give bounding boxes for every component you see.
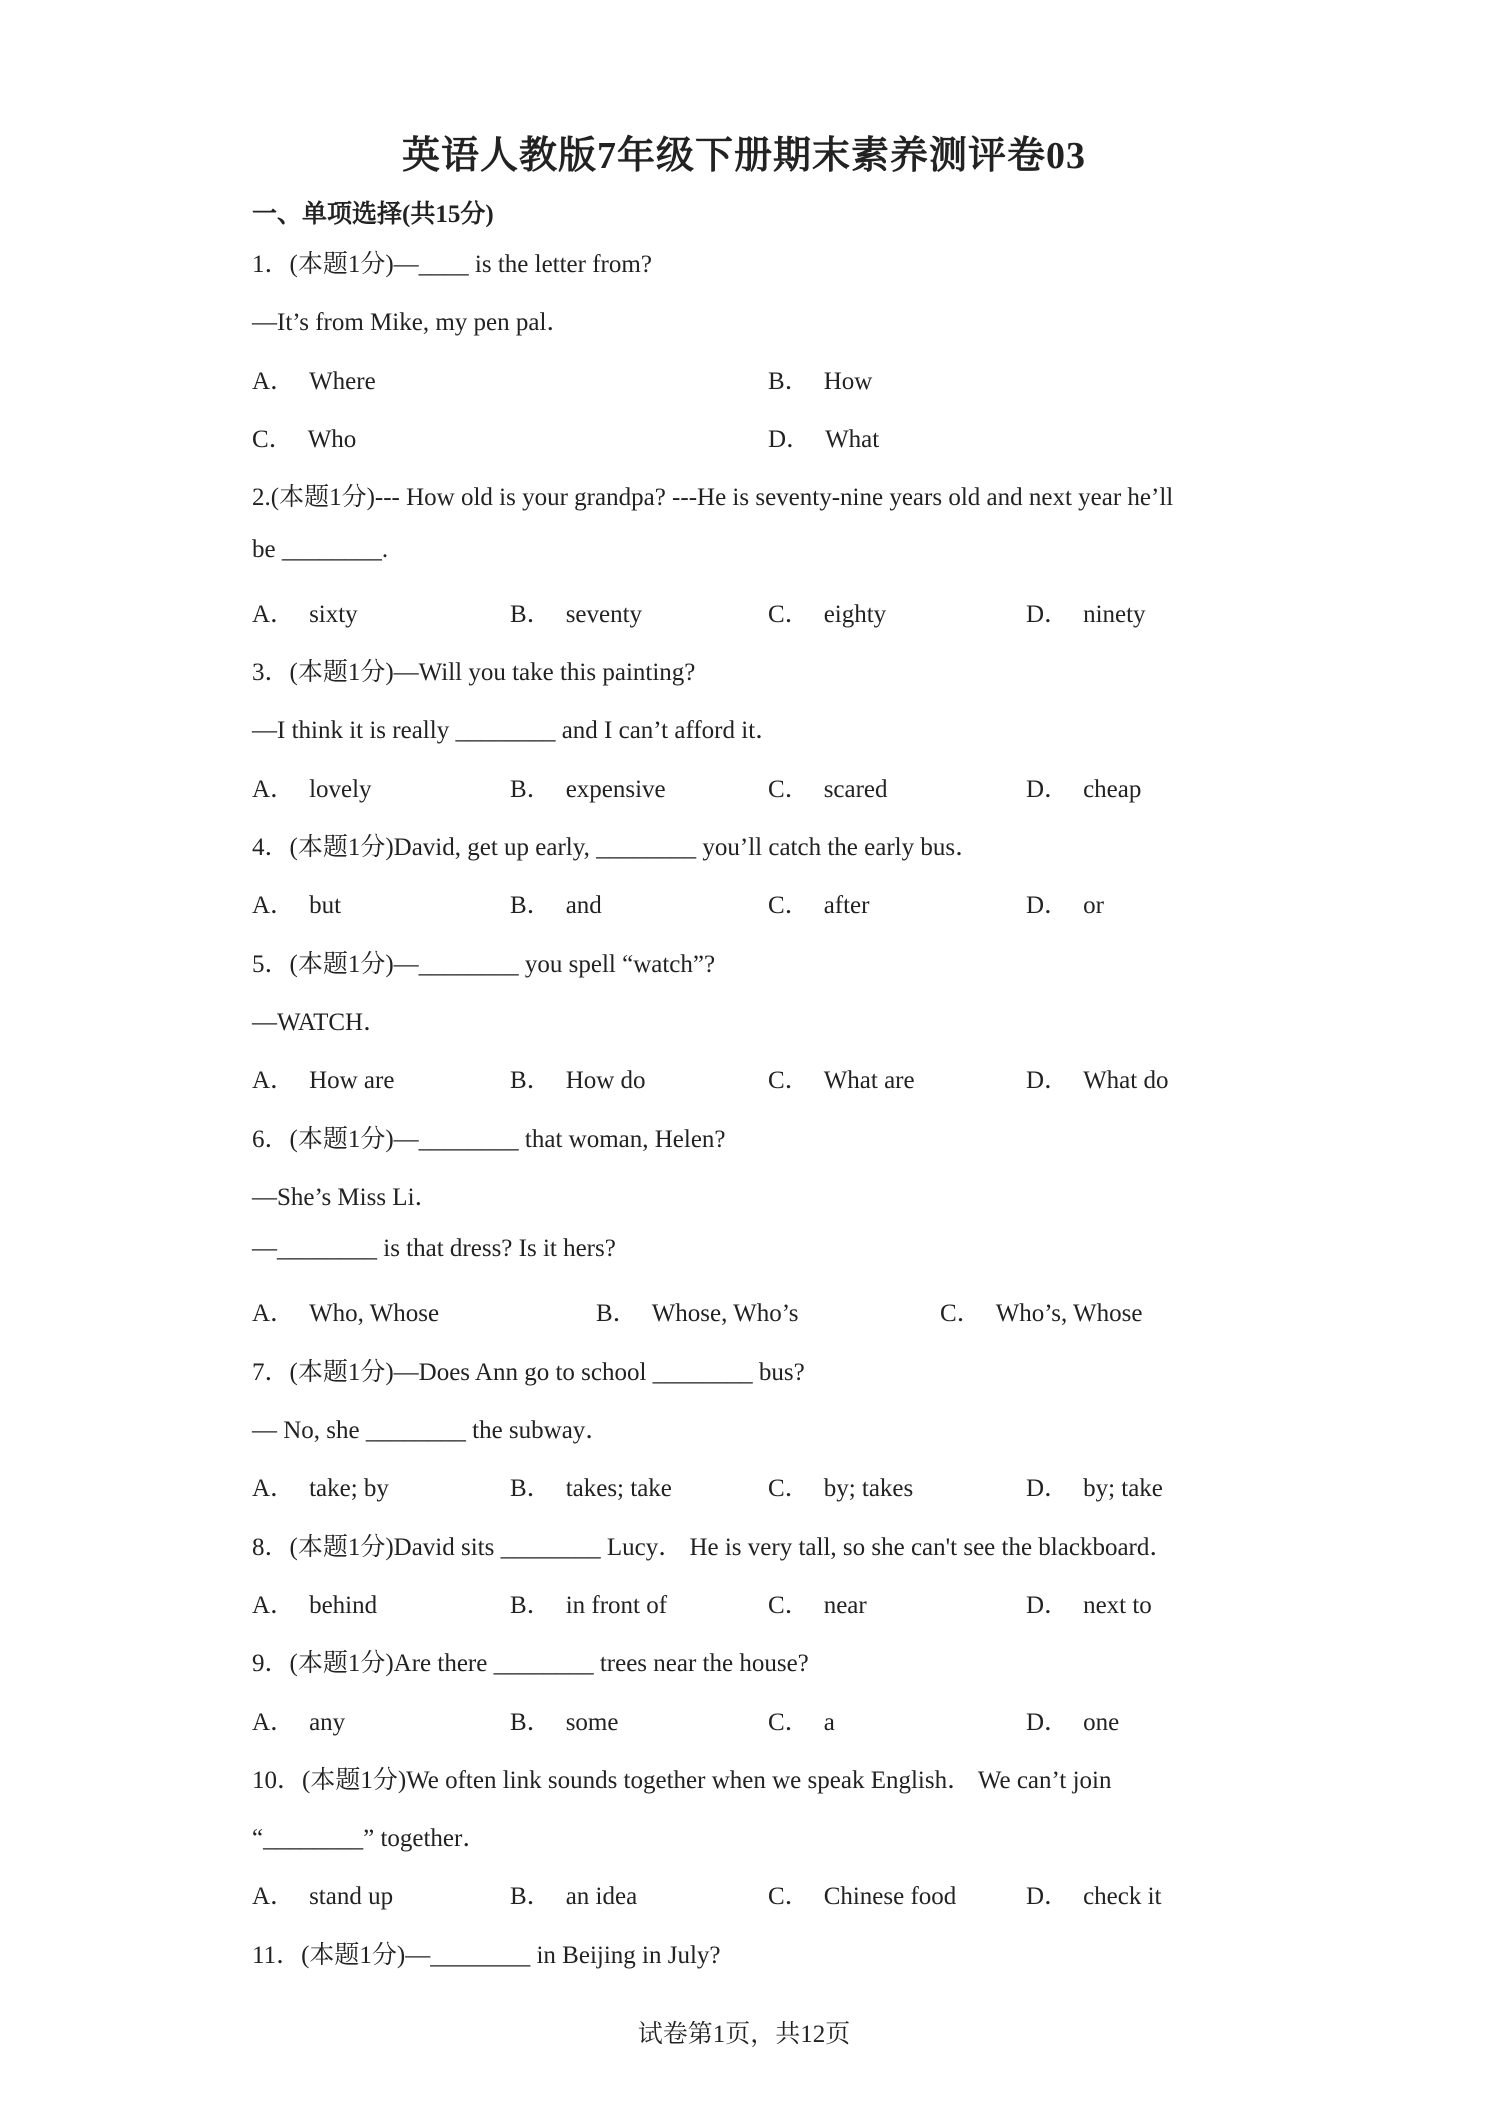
answer-option[interactable] <box>510 1585 667 1621</box>
question-stem: 10．(本题1分)We often link sounds together when we speak English． We can’t join <box>252 1766 1112 1794</box>
option-letter: A． <box>252 775 296 803</box>
option-text: How are <box>309 1067 395 1095</box>
option-text: expensive <box>565 775 666 803</box>
option-text: What <box>825 425 880 453</box>
question-stem: 11．(本题1分)—________ in Beijing in July? <box>252 1941 721 1969</box>
option-text: seventy <box>565 600 643 628</box>
option-text: cheap <box>1083 775 1142 803</box>
option-text: How <box>823 367 873 395</box>
option-text: in front of <box>565 1591 668 1619</box>
question-stem: 4．(本题1分)David, get up early, ________ you’ll catch the early bus． <box>252 834 981 861</box>
section-heading: 一、单项选择(共15分) <box>252 201 494 228</box>
option-letter: A． <box>252 600 296 628</box>
option-text: any <box>309 1708 346 1736</box>
question-stem: 5．(本题1分)—________ you spell “watch”? <box>252 950 716 978</box>
option-letter: A． <box>252 1591 296 1619</box>
option-letter: B． <box>510 892 552 920</box>
question-line: —I think it is really ________ and I can’t afford it． <box>252 717 781 745</box>
option-letter: C． <box>768 775 810 803</box>
option-text: by; take <box>1083 1475 1163 1503</box>
answer-option[interactable] <box>252 1876 393 1912</box>
option-letter: A． <box>252 1883 296 1911</box>
option-letter: D． <box>1026 1883 1070 1911</box>
option-text: near <box>823 1591 867 1619</box>
answer-option[interactable] <box>768 1060 915 1096</box>
option-text: check it <box>1083 1883 1162 1911</box>
answer-option[interactable] <box>510 1876 637 1912</box>
option-text: an idea <box>565 1883 638 1911</box>
answer-option[interactable] <box>768 1585 867 1621</box>
question-line: —It’s from Mike, my pen pal． <box>252 309 572 337</box>
answer-option[interactable] <box>510 1060 646 1096</box>
option-letter: D． <box>1026 600 1070 628</box>
answer-option[interactable] <box>768 594 886 630</box>
answer-option[interactable] <box>768 1876 956 1912</box>
answer-option[interactable] <box>510 1702 618 1738</box>
option-letter: C． <box>768 1591 810 1619</box>
option-text: eighty <box>823 600 887 628</box>
option-letter: D． <box>1026 1067 1070 1095</box>
option-letter: C． <box>768 1883 810 1911</box>
answer-option[interactable] <box>1026 594 1146 630</box>
option-letter: D． <box>1026 1475 1070 1503</box>
option-text: Where <box>309 367 376 395</box>
option-letter: A． <box>252 367 296 395</box>
answer-option[interactable] <box>768 885 869 921</box>
option-text: Who <box>307 425 357 453</box>
option-letter: B． <box>510 1475 552 1503</box>
answer-option[interactable] <box>768 419 879 455</box>
option-letter: D． <box>1026 892 1070 920</box>
option-letter: B． <box>510 1883 552 1911</box>
answer-option[interactable] <box>768 361 872 397</box>
page-footer: 试卷第1页，共12页 <box>637 2021 851 2048</box>
question-stem: 3．(本题1分)—Will you take this painting? <box>252 659 696 687</box>
option-text: take; by <box>309 1475 389 1503</box>
option-text: but <box>309 892 342 920</box>
option-letter: B． <box>768 367 810 395</box>
question-stem: 9．(本题1分)Are there ________ trees near the house? <box>252 1650 809 1678</box>
option-text: How do <box>565 1067 646 1095</box>
question-line: —________ is that dress? Is it hers? <box>252 1235 616 1263</box>
option-letter: C． <box>768 1708 810 1736</box>
option-text: by; takes <box>823 1475 914 1503</box>
option-letter: C． <box>768 600 810 628</box>
answer-option[interactable] <box>510 769 666 805</box>
option-text: and <box>565 892 602 920</box>
option-text: ninety <box>1083 600 1146 628</box>
option-letter: A． <box>252 1300 296 1328</box>
option-letter: A． <box>252 1067 296 1095</box>
question-line: be ________. <box>252 535 389 563</box>
question-stem: 7．(本题1分)—Does Ann go to school ________ bus? <box>252 1358 805 1386</box>
answer-option[interactable] <box>252 594 358 630</box>
question-stem: 6．(本题1分)—________ that woman, Helen? <box>252 1125 726 1153</box>
answer-option[interactable] <box>252 1585 377 1621</box>
answer-option[interactable] <box>252 361 376 397</box>
question-stem: 8．(本题1分)David sits ________ Lucy． He is very tall, so she can't see the blackboard． <box>252 1533 1175 1561</box>
option-text: stand up <box>309 1883 394 1911</box>
answer-option[interactable] <box>252 419 356 455</box>
question-line: —WATCH． <box>252 1008 389 1036</box>
option-text: next to <box>1083 1591 1152 1619</box>
option-text: after <box>823 892 870 920</box>
answer-option[interactable] <box>510 885 602 921</box>
answer-option[interactable] <box>252 1702 345 1738</box>
option-text: Who, Whose <box>309 1300 440 1328</box>
option-letter: C． <box>768 1475 810 1503</box>
question-stem: 1．(本题1分)—____ is the letter from? <box>252 251 652 278</box>
option-letter: C． <box>768 892 810 920</box>
option-text: What do <box>1083 1067 1169 1095</box>
answer-option[interactable] <box>1026 769 1141 805</box>
option-text: one <box>1083 1708 1120 1736</box>
option-letter: B． <box>510 600 552 628</box>
option-letter: D． <box>1026 1591 1070 1619</box>
option-letter: B． <box>510 1591 552 1619</box>
answer-option[interactable] <box>1026 1585 1152 1621</box>
answer-option[interactable] <box>1026 1876 1162 1912</box>
option-text: Whose, Who’s <box>651 1300 799 1328</box>
question-line: — No, she ________ the subway． <box>252 1417 611 1444</box>
question-line: —She’s Miss Li． <box>252 1183 440 1211</box>
option-letter: B． <box>510 1708 552 1736</box>
answer-option[interactable] <box>768 1468 913 1504</box>
option-letter: B． <box>510 1067 552 1095</box>
option-letter: A． <box>252 892 296 920</box>
option-text: behind <box>309 1591 378 1619</box>
option-text: lovely <box>309 775 372 803</box>
page-title: 英语人教版7年级下册期末素养测评卷03 <box>401 135 1086 177</box>
answer-option[interactable] <box>1026 1702 1119 1738</box>
answer-option[interactable] <box>510 594 642 630</box>
option-letter: D． <box>1026 775 1070 803</box>
answer-option[interactable] <box>768 1702 835 1738</box>
option-letter: C． <box>940 1300 982 1328</box>
answer-option[interactable] <box>768 769 888 805</box>
option-letter: B． <box>510 775 552 803</box>
option-text: Who’s, Whose <box>995 1300 1143 1328</box>
option-letter: D． <box>768 425 812 453</box>
option-letter: C． <box>768 1067 810 1095</box>
option-letter: A． <box>252 1708 296 1736</box>
question-stem: 2.(本题1分)--- How old is your grandpa? ---He is seventy-nine years old and next year he’ll <box>252 484 1174 512</box>
answer-option[interactable] <box>1026 1060 1168 1096</box>
option-letter: B． <box>596 1300 638 1328</box>
answer-option[interactable] <box>1026 885 1104 921</box>
answer-option[interactable] <box>252 1468 389 1504</box>
answer-option[interactable] <box>252 1060 394 1096</box>
option-text: or <box>1083 892 1104 920</box>
answer-option[interactable] <box>596 1293 798 1329</box>
option-text: What are <box>823 1067 915 1095</box>
option-text: a <box>823 1708 835 1736</box>
option-letter: C． <box>252 425 294 453</box>
option-text: Chinese food <box>823 1883 957 1911</box>
option-letter: D． <box>1026 1708 1070 1736</box>
answer-option[interactable] <box>252 885 341 921</box>
question-line: “________” together． <box>252 1825 488 1853</box>
option-text: scared <box>823 775 888 803</box>
answer-option[interactable] <box>252 769 372 805</box>
answer-option[interactable] <box>1026 1468 1163 1504</box>
answer-option[interactable] <box>252 1293 439 1329</box>
answer-option[interactable] <box>940 1293 1142 1329</box>
option-letter: A． <box>252 1475 296 1503</box>
option-text: takes; take <box>565 1475 672 1503</box>
option-text: sixty <box>309 600 358 628</box>
option-text: some <box>565 1708 619 1736</box>
answer-option[interactable] <box>510 1468 672 1504</box>
